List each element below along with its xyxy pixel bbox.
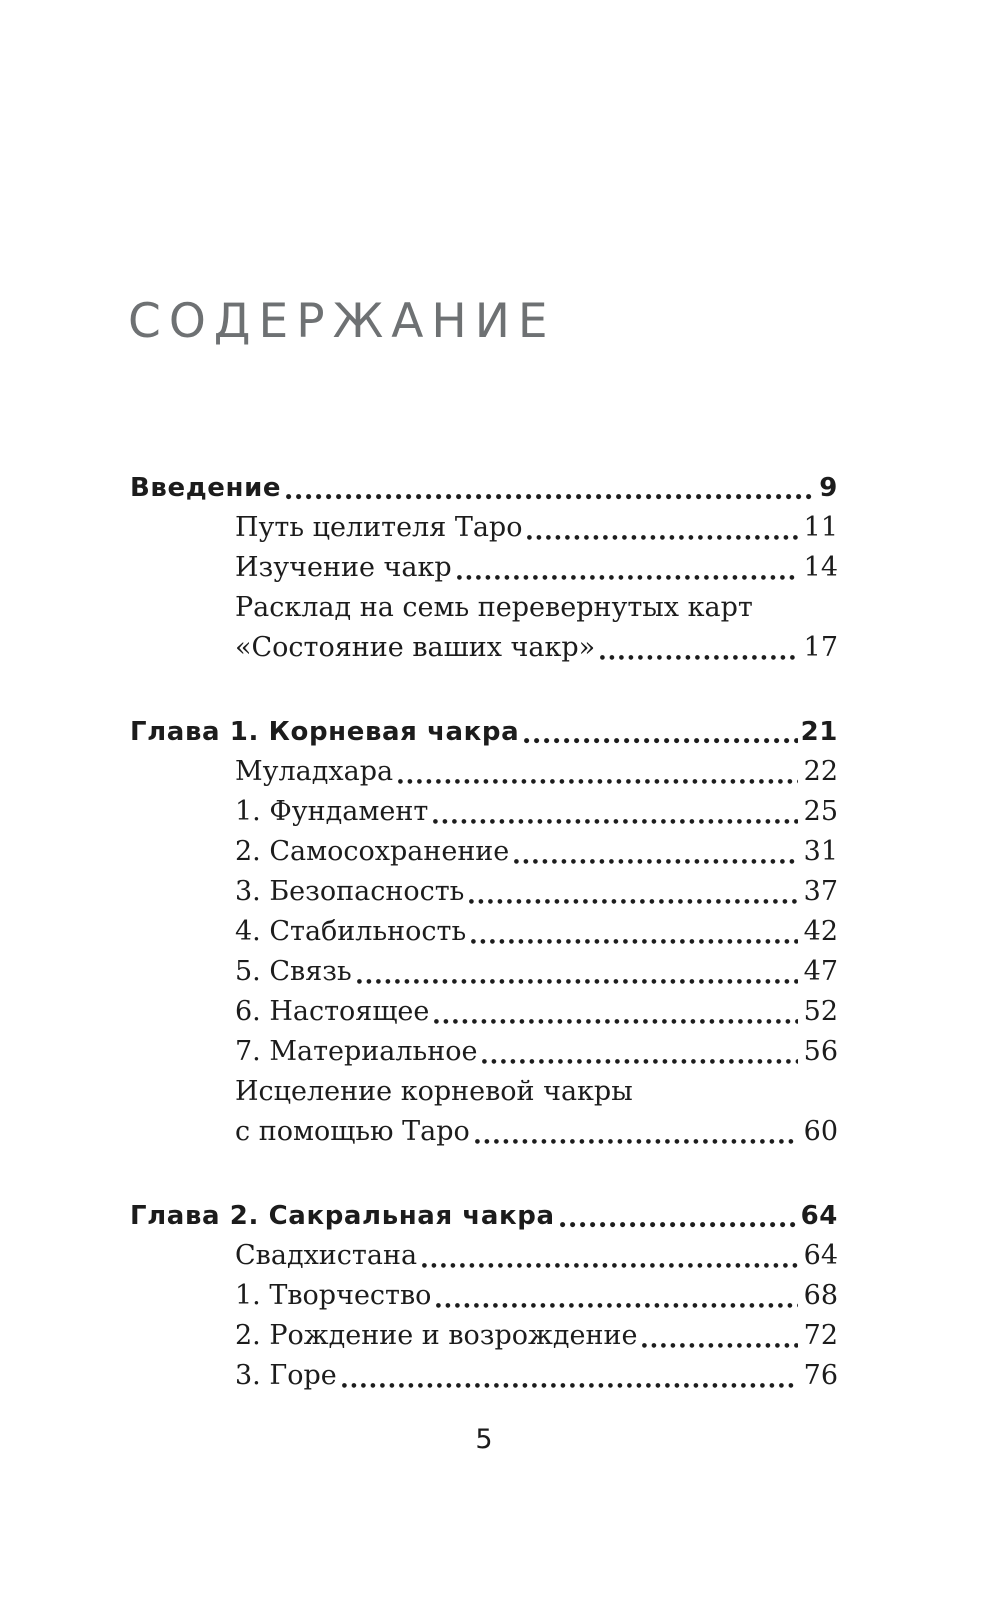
toc-entry-row <box>130 1112 838 1152</box>
toc-entry-row <box>130 468 838 508</box>
dot-leader <box>433 792 797 832</box>
dot-leader <box>524 712 797 752</box>
toc-entry-label: Муладхара <box>235 756 394 787</box>
toc-entry-page: 25 <box>803 796 838 827</box>
toc-entry-row <box>130 1032 838 1072</box>
toc-entry-label: 4. Стабильность <box>235 916 467 947</box>
toc-entry-row <box>130 1072 838 1112</box>
toc-entry-page: 56 <box>803 1036 838 1067</box>
toc-entry-label: Глава 2. Сакральная чакра <box>130 1201 555 1231</box>
dot-leader <box>434 992 797 1032</box>
toc-entry <box>130 712 838 752</box>
dot-leader <box>398 752 798 792</box>
toc-entry-label: 3. Безопасность <box>235 876 465 907</box>
dot-leader <box>436 1276 797 1316</box>
dot-leader <box>457 548 798 588</box>
toc-entry-page: 22 <box>803 756 838 787</box>
toc-entry-page: 17 <box>803 632 838 663</box>
toc-entry-page: 21 <box>800 717 838 747</box>
toc-entry-row <box>130 588 838 628</box>
toc-entry <box>130 468 838 508</box>
toc-entry-row <box>130 548 838 588</box>
toc-entry <box>130 752 838 792</box>
dot-leader <box>469 872 797 912</box>
toc-entry <box>130 1032 838 1072</box>
toc-entry-page: 37 <box>803 876 838 907</box>
toc-entry-page: 76 <box>803 1360 838 1391</box>
toc-entry <box>130 792 838 832</box>
toc-entry-label: 1. Творчество <box>235 1280 432 1311</box>
toc-entry <box>130 912 838 952</box>
dot-leader <box>286 468 816 508</box>
toc-entry <box>130 1072 838 1152</box>
toc-entry-page: 60 <box>803 1116 838 1147</box>
toc-entry <box>130 952 838 992</box>
toc-entry-page: 64 <box>800 1201 838 1231</box>
toc-entry <box>130 872 838 912</box>
toc-entry-row <box>130 508 838 548</box>
toc-entry-row <box>130 872 838 912</box>
toc-entry-row <box>130 992 838 1032</box>
dot-leader <box>642 1316 797 1356</box>
toc-entry-page: 47 <box>803 956 838 987</box>
toc-entry-label: 1. Фундамент <box>235 796 429 827</box>
toc-entry-label: Путь целителя Таро <box>235 512 523 543</box>
dot-leader <box>342 1356 798 1396</box>
toc-entry-label: «Состояние ваших чакр» <box>235 632 596 663</box>
toc-entry-label: Расклад на семь перевернутых карт <box>235 592 753 623</box>
toc-entry-page: 11 <box>803 512 838 543</box>
toc-entry-row <box>130 628 838 668</box>
toc-entry <box>130 508 838 548</box>
toc-entry-page: 52 <box>803 996 838 1027</box>
dot-leader <box>422 1236 798 1276</box>
toc-entry-page: 42 <box>803 916 838 947</box>
toc-entry-row <box>130 792 838 832</box>
toc-entry <box>130 1236 838 1276</box>
dot-leader <box>482 1032 797 1072</box>
toc-entry-page: 64 <box>803 1240 838 1271</box>
toc-entry-page: 14 <box>803 552 838 583</box>
toc-entry-label: 2. Рождение и возрождение <box>235 1320 638 1351</box>
toc-entry-label: 2. Самосохранение <box>235 836 510 867</box>
dot-leader <box>527 508 797 548</box>
toc-entry-label: Изучение чакр <box>235 552 452 583</box>
toc-entry-row <box>130 1276 838 1316</box>
toc-entry-page: 68 <box>803 1280 838 1311</box>
toc-entry-row <box>130 1316 838 1356</box>
dot-leader <box>600 628 797 668</box>
toc-entry <box>130 1316 838 1356</box>
toc-entry-label: с помощью Таро <box>235 1116 470 1147</box>
toc-entry-row <box>130 1196 838 1236</box>
dot-leader <box>475 1112 798 1152</box>
dot-leader <box>560 1196 798 1236</box>
toc-entry-label: 7. Материальное <box>235 1036 478 1067</box>
toc-entry-row <box>130 952 838 992</box>
toc-entry-row <box>130 912 838 952</box>
toc-entry-page: 72 <box>803 1320 838 1351</box>
toc-entry-label: Глава 1. Корневая чакра <box>130 717 520 747</box>
toc-entry-page: 9 <box>819 473 838 503</box>
toc-entry-label: Исцеление корневой чакры <box>235 1076 633 1107</box>
toc-entry-label: 6. Настоящее <box>235 996 430 1027</box>
toc-entry <box>130 1356 838 1396</box>
toc-entry-row <box>130 832 838 872</box>
toc-entry <box>130 832 838 872</box>
dot-leader <box>357 952 798 992</box>
toc-entry-row <box>130 712 838 752</box>
toc-entry <box>130 1276 838 1316</box>
toc-entry-row <box>130 1356 838 1396</box>
dot-leader <box>514 832 797 872</box>
toc-entry <box>130 992 838 1032</box>
toc-list <box>130 468 838 1396</box>
dot-leader <box>471 912 797 952</box>
toc-entry-label: Свадхистана <box>235 1240 418 1271</box>
toc-entry-row <box>130 1236 838 1276</box>
contents-title: СОДЕРЖАНИЕ <box>128 294 556 349</box>
toc-entry-page: 31 <box>803 836 838 867</box>
toc-entry <box>130 588 838 668</box>
toc-entry-label: 5. Связь <box>235 956 352 987</box>
toc-entry-row <box>130 752 838 792</box>
toc-entry-label: 3. Горе <box>235 1360 337 1391</box>
toc-entry <box>130 1196 838 1236</box>
toc-entry <box>130 548 838 588</box>
page-number: 5 <box>475 1424 493 1455</box>
toc-entry-label: Введение <box>130 473 282 503</box>
